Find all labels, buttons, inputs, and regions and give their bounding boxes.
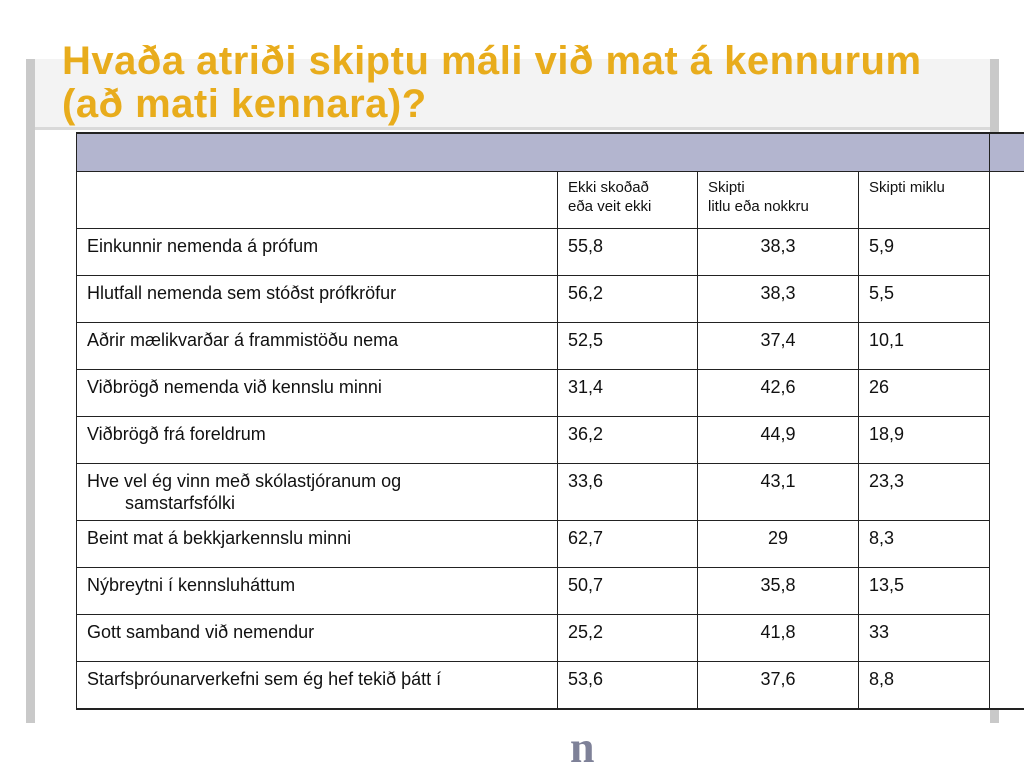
value-little-or-some: 42,6 <box>698 370 859 417</box>
header-band-extra-cell <box>990 133 1024 172</box>
value-much: 10,1 <box>859 323 990 370</box>
row-label-cell <box>77 615 558 662</box>
row-extra-cell <box>990 229 1024 276</box>
row-label: Aðrir mælikvarðar á frammistöðu nema <box>87 330 398 350</box>
row-label: Viðbrögð frá foreldrum <box>87 424 266 444</box>
value-not-examined: 62,7 <box>558 521 698 568</box>
row-label-cell <box>77 229 558 276</box>
value-not-examined: 31,4 <box>558 370 698 417</box>
results-table <box>76 132 1024 710</box>
value-much: 5,5 <box>859 276 990 323</box>
row-label-cell <box>77 662 558 710</box>
value-not-examined: 56,2 <box>558 276 698 323</box>
value-little-or-some: 37,6 <box>698 662 859 710</box>
row-label: Viðbrögð nemenda við kennslu minni <box>87 377 382 397</box>
table-row <box>77 417 1024 464</box>
column-header-little-or-some: Skipti litlu eða nokkru <box>698 172 859 229</box>
value-not-examined: 25,2 <box>558 615 698 662</box>
value-not-examined: 53,6 <box>558 662 698 710</box>
results-table-container <box>76 132 1024 710</box>
value-much: 23,3 <box>859 464 990 521</box>
value-not-examined: 55,8 <box>558 229 698 276</box>
value-much: 5,9 <box>859 229 990 276</box>
value-much: 18,9 <box>859 417 990 464</box>
value-little-or-some: 29 <box>698 521 859 568</box>
row-label: Starfsþróunarverkefni sem ég hef tekið þátt í <box>87 669 441 689</box>
table-row <box>77 615 1024 662</box>
row-label-cell <box>77 323 558 370</box>
value-not-examined: 50,7 <box>558 568 698 615</box>
column-header-not-examined: Ekki skoðað eða veit ekki <box>558 172 698 229</box>
value-much: 13,5 <box>859 568 990 615</box>
slide-title: Hvaða atriði skiptu máli við mat á kennurum (að mati kennara)? <box>62 40 992 126</box>
value-much: 26 <box>859 370 990 417</box>
publisher-logo: n <box>570 728 594 768</box>
row-extra-cell <box>990 370 1024 417</box>
column-header-empty <box>77 172 558 229</box>
row-label-cell <box>77 568 558 615</box>
value-little-or-some: 43,1 <box>698 464 859 521</box>
row-extra-cell <box>990 662 1024 710</box>
row-label: Einkunnir nemenda á prófum <box>87 236 318 256</box>
table-row <box>77 229 1024 276</box>
table-row <box>77 276 1024 323</box>
row-label-continuation: samstarfsfólki <box>87 492 547 514</box>
value-little-or-some: 35,8 <box>698 568 859 615</box>
row-extra-cell <box>990 417 1024 464</box>
row-extra-cell <box>990 521 1024 568</box>
table-header-band <box>77 133 1024 172</box>
slide-left-border <box>26 59 35 723</box>
row-label: Hlutfall nemenda sem stóðst prófkröfur <box>87 283 396 303</box>
column-header-row <box>77 172 1024 229</box>
row-extra-cell <box>990 568 1024 615</box>
table-row <box>77 370 1024 417</box>
value-much: 8,3 <box>859 521 990 568</box>
table-row <box>77 464 1024 521</box>
row-extra-cell <box>990 323 1024 370</box>
column-header-much: Skipti miklu <box>859 172 990 229</box>
value-not-examined: 33,6 <box>558 464 698 521</box>
value-much: 33 <box>859 615 990 662</box>
row-label: Beint mat á bekkjarkennslu minni <box>87 528 351 548</box>
value-little-or-some: 44,9 <box>698 417 859 464</box>
row-extra-cell <box>990 615 1024 662</box>
value-not-examined: 52,5 <box>558 323 698 370</box>
row-label-cell <box>77 417 558 464</box>
table-row <box>77 521 1024 568</box>
row-label-cell <box>77 521 558 568</box>
value-not-examined: 36,2 <box>558 417 698 464</box>
value-little-or-some: 41,8 <box>698 615 859 662</box>
value-little-or-some: 37,4 <box>698 323 859 370</box>
row-label-cell <box>77 464 558 521</box>
row-label-cell <box>77 370 558 417</box>
row-label: Nýbreytni í kennsluháttum <box>87 575 295 595</box>
row-label: Hve vel ég vinn með skólastjóranum og <box>87 471 401 491</box>
row-label: Gott samband við nemendur <box>87 622 314 642</box>
value-little-or-some: 38,3 <box>698 229 859 276</box>
row-extra-cell <box>990 276 1024 323</box>
header-band-cell <box>77 133 990 172</box>
table-row <box>77 323 1024 370</box>
row-label-cell <box>77 276 558 323</box>
table-row <box>77 568 1024 615</box>
column-header-extra-cell <box>990 172 1024 229</box>
value-much: 8,8 <box>859 662 990 710</box>
table-row <box>77 662 1024 710</box>
value-little-or-some: 38,3 <box>698 276 859 323</box>
row-extra-cell <box>990 464 1024 521</box>
